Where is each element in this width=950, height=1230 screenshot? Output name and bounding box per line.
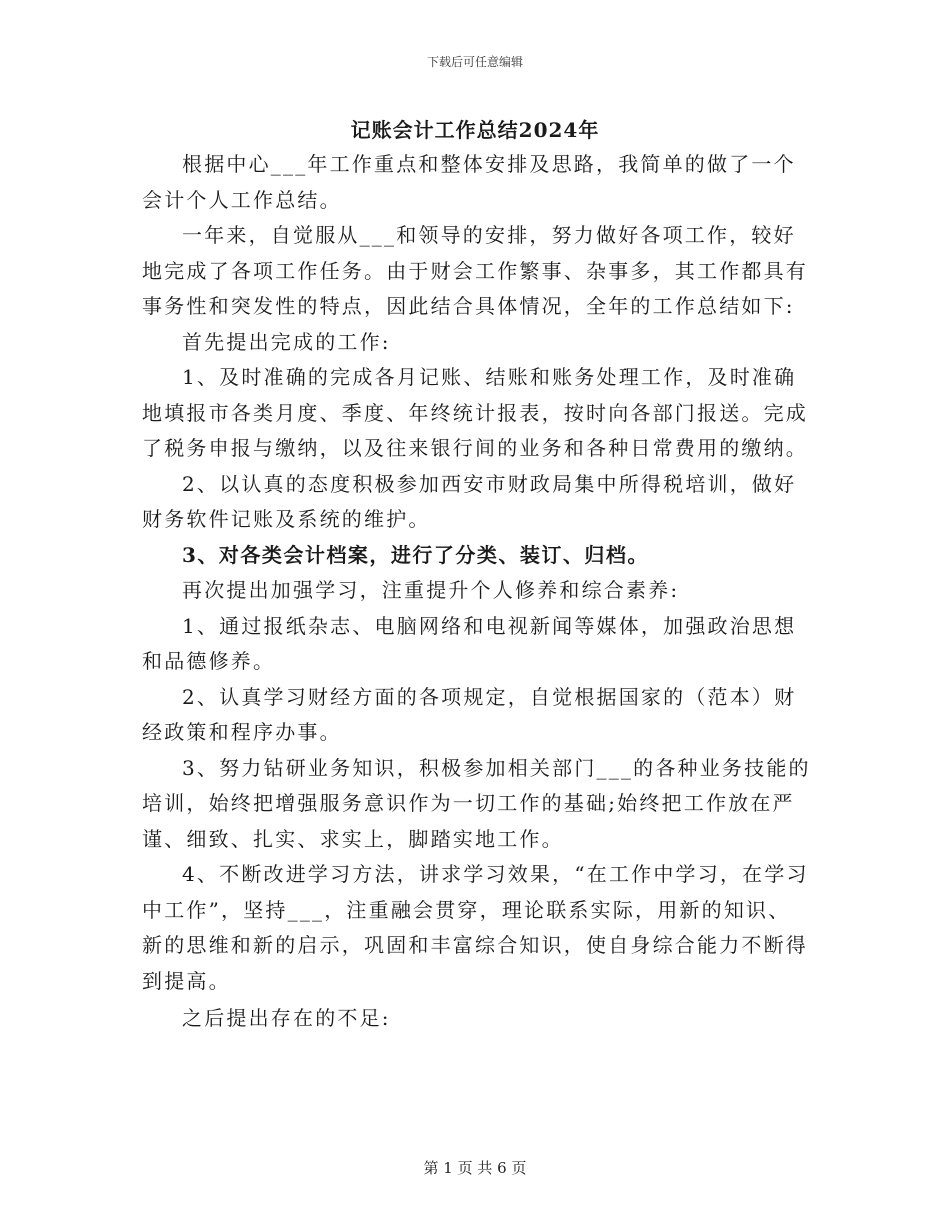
section-heading-shortcomings: 之后提出存在的不足: (182, 1006, 391, 1030)
section-heading-completed-work: 首先提出完成的工作: (182, 329, 391, 354)
list-item-work-2: 2、以认真的态度积极参加西安市财政局集中所得税培训，做好财务软件记账及系统的维护。 (142, 471, 797, 531)
list-item-study-4: 4、不断改进学习方法，讲求学习效果，“在工作中学习，在学习中工作”，坚持___，注重融会贯穿，理论联系实际，用新的知识、新的思维和新的启示，巩固和丰富综合知识，使自身综合能力不断得到提高。 (142, 862, 809, 993)
list-item-work-1: 1、及时准确的完成各月记账、结账和账务处理工作，及时准确地填报市各类月度、季度、年终统计报表，按时向各部门报送。完成了税务申报与缴纳，以及往来银行间的业务和各种日常费用的缴纳。 (142, 365, 808, 460)
list-item-study-1: 1、通过报纸杂志、电脑网络和电视新闻等媒体，加强政治思想和品德修养。 (142, 613, 797, 673)
paragraph-intro: 根据中心___年工作重点和整体安排及思路，我简单的做了一个会计个人工作总结。 (142, 152, 796, 212)
list-item-study-3: 3、努力钻研业务知识，积极参加相关部门___的各种业务技能的培训，始终把增强服务意识作为一切工作的基础;始终把工作放在严谨、细致、扎实、求实上，脚踏实地工作。 (142, 755, 811, 851)
page-header-note: 下载后可任意编辑 (426, 55, 523, 69)
document-title: 记账会计工作总结2024年 (350, 118, 600, 142)
page-number: 第 1 页 共 6 页 (423, 1159, 527, 1177)
list-item-work-3: 3、对各类会计档案，进行了分类、装订、归档。 (182, 542, 649, 567)
section-heading-study: 再次提出加强学习，注重提升个人修养和综合素养: (182, 578, 680, 602)
document-body (142, 147, 812, 1037)
list-item-study-2: 2、认真学习财经方面的各项规定，自觉根据国家的（范本）财经政策和程序办事。 (142, 684, 797, 744)
paragraph-overview: 一年来，自觉服从___和领导的安排，努力做好各项工作，较好地完成了各项工作任务。由于财会工作繁事、杂事多，其工作都具有事务性和突发性的特点，因此结合具体情况，全年的工作总结如下: (142, 223, 808, 318)
